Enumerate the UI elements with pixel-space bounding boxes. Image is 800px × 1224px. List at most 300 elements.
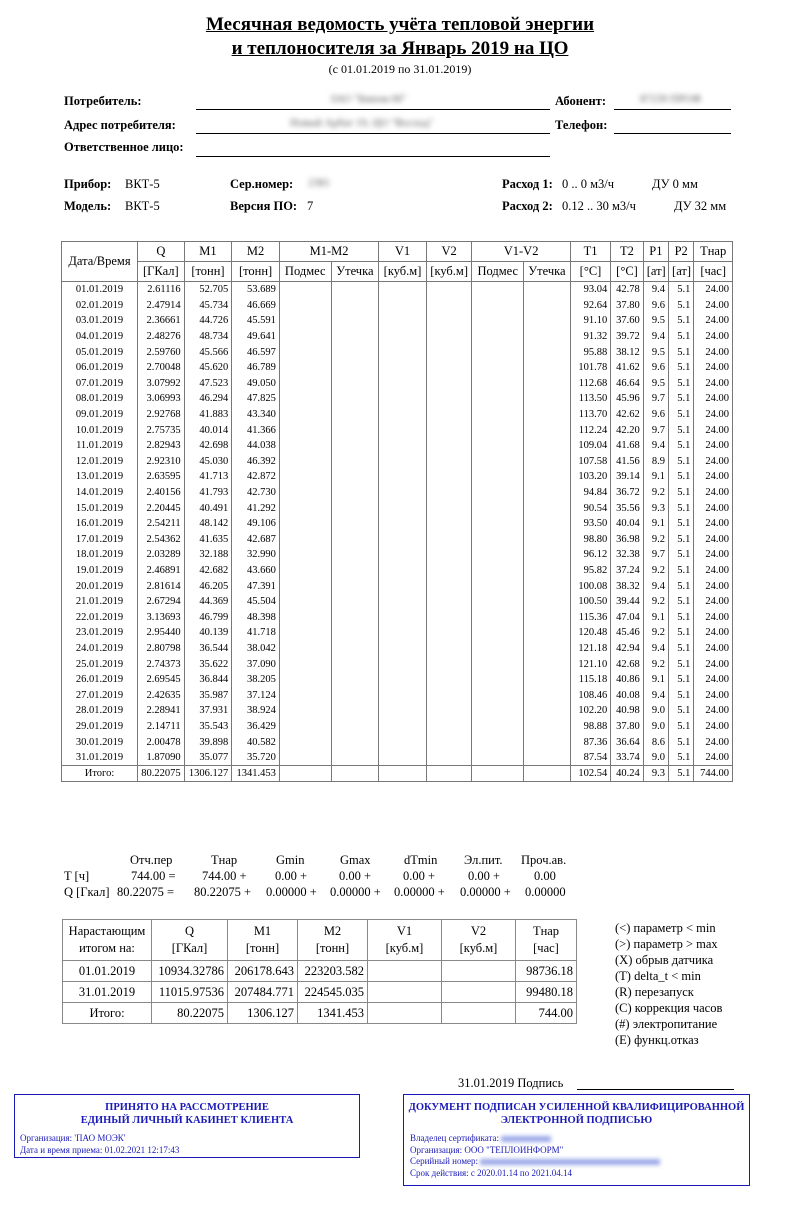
row-cell: 9.4 [643,282,668,298]
total-cell: 102.54 [570,766,611,782]
row-cell: 42.682 [184,563,232,579]
sum-t-otch: 744.00 = [131,869,176,883]
row-cell: 5.1 [669,719,694,735]
row-cell [472,594,524,610]
row-cell: 41.713 [184,469,232,485]
row-cell: 9.1 [643,516,668,532]
table-row [62,376,733,392]
col-v1v2: V1-V2 [472,242,570,262]
legend-item: (E) функц.отказ [615,1033,699,1047]
row-cell: 9.0 [643,703,668,719]
row-cell: 45.620 [184,360,232,376]
legend-item: (>) параметр > max [615,937,718,951]
sum-q-label: Q [Гкал] [64,885,110,899]
row-cell [279,641,331,657]
col-v1: V1 [379,242,427,262]
table-row [62,454,733,470]
table-row [62,656,733,672]
row-cell [426,532,472,548]
row-cell: 2.54211 [138,516,185,532]
row-cell [331,344,379,360]
row-cell [472,719,524,735]
total-cell: 80.22075 [138,766,185,782]
row-cell [331,298,379,314]
cum-col-m2: М2 [тонн] [298,920,368,961]
row-cell: 46.64 [611,376,643,392]
serial-value: 2381 [308,177,330,189]
row-cell [379,563,427,579]
row-cell [331,687,379,703]
row-cell [426,687,472,703]
row-cell: 24.00 [694,703,733,719]
signature-label: 31.01.2019 Подпись [458,1076,564,1090]
row-cell: 9.4 [643,687,668,703]
row-date: 06.01.2019 [62,360,138,376]
row-cell: 41.292 [232,500,280,516]
row-cell: 38.12 [611,344,643,360]
row-cell: 5.1 [669,532,694,548]
row-cell [472,703,524,719]
row-cell: 32.990 [232,547,280,563]
row-cell: 91.32 [570,329,611,345]
row-cell [472,454,524,470]
row-cell: 24.00 [694,578,733,594]
total-cell: 744.00 [694,766,733,782]
col-t2-unit: [°C] [611,262,643,282]
col-p1-unit: [ат] [643,262,668,282]
row-cell [472,547,524,563]
row-date: 21.01.2019 [62,594,138,610]
col-p2-unit: [ат] [669,262,694,282]
row-date: 29.01.2019 [62,719,138,735]
row-cell [472,687,524,703]
row-cell: 8.9 [643,454,668,470]
sum-head-tnar: Тнар [211,853,238,867]
row-cell: 9.5 [643,313,668,329]
row-cell [379,750,427,766]
row-cell: 42.68 [611,656,643,672]
row-cell [331,672,379,688]
row-cell: 98.88 [570,719,611,735]
row-cell: 2.69545 [138,672,185,688]
row-cell: 47.04 [611,609,643,625]
row-date: 31.01.2019 [62,750,138,766]
row-cell: 2.82943 [138,438,185,454]
col-m1m2: М1-М2 [279,242,378,262]
row-cell: 9.6 [643,298,668,314]
row-cell: 24.00 [694,298,733,314]
row-cell: 24.00 [694,422,733,438]
row-cell: 9.2 [643,485,668,501]
row-cell: 42.78 [611,282,643,298]
row-cell: 48.142 [184,516,232,532]
row-cell: 24.00 [694,609,733,625]
row-cell [472,391,524,407]
row-cell: 41.635 [184,532,232,548]
row-cell: 5.1 [669,282,694,298]
row-cell [279,422,331,438]
row-cell [279,687,331,703]
row-cell [379,329,427,345]
row-cell: 92.64 [570,298,611,314]
table-row [62,469,733,485]
row-cell: 2.47914 [138,298,185,314]
row-cell [524,687,571,703]
cum-col-q: Q [ГКал] [152,920,228,961]
row-date: 05.01.2019 [62,344,138,360]
row-cell [279,734,331,750]
row-cell: 48.734 [184,329,232,345]
row-cell [524,313,571,329]
row-cell: 3.13693 [138,609,185,625]
row-cell [279,563,331,579]
report-title-line2: и теплоносителя за Январь 2019 на ЦО [231,38,569,59]
report-period: (с 01.01.2019 по 31.01.2019) [328,62,472,76]
row-cell: 115.18 [570,672,611,688]
table-row [62,625,733,641]
row-cell: 24.00 [694,313,733,329]
row-cell: 9.2 [643,532,668,548]
accepted-stamp-subtitle: ЕДИНЫЙ ЛИЧНЫЙ КАБИНЕТ КЛИЕНТА [80,1115,294,1126]
consumer-label: Потребитель: [64,94,142,108]
row-cell: 24.00 [694,625,733,641]
subscriber-value: 87239 ПРОФ [640,93,702,105]
row-cell [379,625,427,641]
accepted-stamp [14,1094,360,1158]
total-cell [426,766,472,782]
row-cell [379,703,427,719]
row-cell: 5.1 [669,313,694,329]
device-value: ВКТ-5 [125,177,160,191]
row-cell: 24.00 [694,672,733,688]
row-cell [379,516,427,532]
row-cell: 24.00 [694,438,733,454]
row-cell: 39.14 [611,469,643,485]
row-date: 30.01.2019 [62,734,138,750]
row-cell [524,625,571,641]
col-m2-unit: [тонн] [232,262,280,282]
row-cell: 46.392 [232,454,280,470]
row-cell [331,454,379,470]
cumulative-date: 31.01.2019 [63,982,152,1003]
row-cell: 9.0 [643,750,668,766]
total-cell [331,766,379,782]
accepted-stamp-title: ПРИНЯТО НА РАССМОТРЕНИЕ [105,1102,269,1113]
row-date: 02.01.2019 [62,298,138,314]
responsible-label: Ответственное лицо: [64,140,184,154]
row-cell [279,532,331,548]
table-row [62,313,733,329]
row-cell: 1.87090 [138,750,185,766]
row-cell [331,594,379,610]
row-date: 19.01.2019 [62,563,138,579]
col-tnar: Тнар [694,242,733,262]
table-row [62,563,733,579]
row-cell [379,454,427,470]
row-cell [331,625,379,641]
total-cell: 1341.453 [232,766,280,782]
row-cell: 39.72 [611,329,643,345]
col-q: Q [138,242,185,262]
row-date: 16.01.2019 [62,516,138,532]
row-cell: 9.5 [643,376,668,392]
row-cell: 2.81614 [138,578,185,594]
row-cell: 42.730 [232,485,280,501]
sum-t-dtmin: 0.00 + [403,869,436,883]
row-date: 01.01.2019 [62,282,138,298]
row-date: 20.01.2019 [62,578,138,594]
col-q-unit: [ГКал] [138,262,185,282]
sum-head-gmax: Gmax [340,853,371,867]
row-cell: 45.566 [184,344,232,360]
sum-q-proch: 0.00000 [525,885,566,899]
row-cell: 49.641 [232,329,280,345]
row-cell: 47.391 [232,578,280,594]
row-cell [524,438,571,454]
row-cell [331,422,379,438]
legend-item: (C) коррекция часов [615,1001,723,1015]
row-cell [524,360,571,376]
row-cell: 24.00 [694,469,733,485]
table-row [62,391,733,407]
row-cell [279,298,331,314]
sum-head-el: Эл.пит. [464,853,503,867]
row-cell [379,719,427,735]
row-cell [524,547,571,563]
row-cell [279,344,331,360]
row-cell [426,578,472,594]
row-date: 24.01.2019 [62,641,138,657]
row-cell [524,672,571,688]
row-cell [524,329,571,345]
row-cell [279,609,331,625]
row-cell: 24.00 [694,594,733,610]
accepted-stamp-date: Дата и время приема: 01.02.2021 12:17:43 [20,1144,180,1155]
row-cell [524,578,571,594]
row-cell: 2.42635 [138,687,185,703]
row-cell [379,500,427,516]
row-cell: 35.077 [184,750,232,766]
table-row [62,422,733,438]
row-cell: 9.7 [643,547,668,563]
row-cell [279,438,331,454]
row-cell: 9.6 [643,407,668,423]
row-cell: 24.00 [694,391,733,407]
row-cell [426,609,472,625]
row-cell: 44.369 [184,594,232,610]
row-cell: 113.50 [570,391,611,407]
row-cell: 36.544 [184,641,232,657]
row-cell: 24.00 [694,282,733,298]
cumulative-date: 01.01.2019 [63,961,152,982]
sum-t-gmax: 0.00 + [339,869,372,883]
row-cell: 49.050 [232,376,280,392]
certificate-owner-redacted [501,1136,551,1142]
row-cell [279,500,331,516]
row-cell [379,282,427,298]
row-cell: 24.00 [694,500,733,516]
table-row [62,329,733,345]
table-row [62,672,733,688]
row-cell [426,500,472,516]
row-cell: 112.24 [570,422,611,438]
row-cell [426,469,472,485]
row-cell [524,282,571,298]
row-cell: 46.799 [184,609,232,625]
row-cell: 100.08 [570,578,611,594]
row-cell: 5.1 [669,641,694,657]
row-cell: 33.74 [611,750,643,766]
row-cell: 37.60 [611,313,643,329]
row-cell [331,485,379,501]
row-cell: 5.1 [669,422,694,438]
row-cell [524,656,571,672]
row-cell: 5.1 [669,391,694,407]
row-cell [426,454,472,470]
col-leak-1: Утечка [331,262,379,282]
legend-item: (R) перезапуск [615,985,694,999]
row-cell: 47.523 [184,376,232,392]
row-cell: 36.844 [184,672,232,688]
cum-col-tnar: Тнар [час] [516,920,577,961]
row-cell: 9.7 [643,422,668,438]
row-cell: 39.44 [611,594,643,610]
row-cell: 41.62 [611,360,643,376]
sum-q-gmax: 0.00000 + [330,885,381,899]
row-cell [472,625,524,641]
row-date: 15.01.2019 [62,500,138,516]
row-cell: 40.08 [611,687,643,703]
flow2-value: 0.12 .. 30 м3/ч [562,199,636,213]
row-cell: 43.340 [232,407,280,423]
row-cell: 41.68 [611,438,643,454]
cumulative-cell: 744.00 [516,1003,577,1024]
row-cell: 5.1 [669,485,694,501]
row-date: 12.01.2019 [62,454,138,470]
row-cell: 5.1 [669,656,694,672]
row-cell: 38.205 [232,672,280,688]
row-cell [524,750,571,766]
flow1-label: Расход 1: [502,177,553,191]
row-cell: 109.04 [570,438,611,454]
row-cell: 3.07992 [138,376,185,392]
row-cell: 2.59760 [138,344,185,360]
phone-label: Телефон: [555,118,608,132]
row-cell: 32.188 [184,547,232,563]
signature-stamp-subtitle: ЭЛЕКТРОННОЙ ПОДПИСЬЮ [500,1115,653,1126]
row-cell: 46.205 [184,578,232,594]
cumulative-cell: 223203.582 [298,961,368,982]
row-cell: 24.00 [694,719,733,735]
total-cell: 5.1 [669,766,694,782]
row-cell: 112.68 [570,376,611,392]
row-cell: 43.660 [232,563,280,579]
total-cell [472,766,524,782]
report-title-line1: Месячная ведомость учёта тепловой энергии [205,14,595,35]
row-cell: 121.18 [570,641,611,657]
row-cell [524,734,571,750]
row-cell [472,641,524,657]
col-v1-unit: [куб.м] [379,262,427,282]
row-cell: 5.1 [669,516,694,532]
row-cell [524,391,571,407]
row-cell [426,407,472,423]
col-v2: V2 [426,242,472,262]
legend-item: (X) обрыв датчика [615,953,714,967]
row-cell [472,656,524,672]
table-total-row [62,766,733,782]
col-p2: P2 [669,242,694,262]
row-cell: 94.84 [570,485,611,501]
row-cell: 41.366 [232,422,280,438]
row-cell [379,578,427,594]
row-cell [331,734,379,750]
table-row [62,687,733,703]
row-cell [379,391,427,407]
row-cell: 35.622 [184,656,232,672]
table-row [62,594,733,610]
row-cell: 5.1 [669,376,694,392]
row-cell [426,485,472,501]
row-cell: 120.48 [570,625,611,641]
row-cell: 9.0 [643,719,668,735]
row-cell [524,376,571,392]
cumulative-cell: 206178.643 [228,961,298,982]
row-cell: 24.00 [694,641,733,657]
row-cell [472,609,524,625]
row-cell: 103.20 [570,469,611,485]
cumulative-cell [442,1003,516,1024]
row-cell [472,500,524,516]
row-cell: 9.3 [643,500,668,516]
row-cell [426,594,472,610]
row-cell: 9.4 [643,329,668,345]
col-m2: М2 [232,242,280,262]
row-cell [472,485,524,501]
row-cell [472,376,524,392]
total-cell: 40.24 [611,766,643,782]
row-cell [379,485,427,501]
row-cell [279,407,331,423]
row-cell: 35.987 [184,687,232,703]
cumulative-date: Итого: [63,1003,152,1024]
row-date: 27.01.2019 [62,687,138,703]
row-cell [472,313,524,329]
row-cell: 24.00 [694,329,733,345]
row-cell: 87.36 [570,734,611,750]
row-cell: 2.36661 [138,313,185,329]
row-cell: 47.825 [232,391,280,407]
legend [615,920,722,1048]
row-cell: 9.4 [643,578,668,594]
row-date: 14.01.2019 [62,485,138,501]
row-cell [524,609,571,625]
sum-head-otch: Отч.пер [130,853,173,867]
row-cell: 24.00 [694,407,733,423]
row-cell: 41.56 [611,454,643,470]
row-cell [279,360,331,376]
row-cell: 8.6 [643,734,668,750]
row-cell: 5.1 [669,454,694,470]
row-cell: 95.88 [570,344,611,360]
table-row [62,485,733,501]
row-cell: 24.00 [694,516,733,532]
row-cell [379,532,427,548]
row-cell: 5.1 [669,594,694,610]
row-cell: 9.1 [643,672,668,688]
row-cell [279,516,331,532]
sum-t-label: T [ч] [64,869,90,883]
